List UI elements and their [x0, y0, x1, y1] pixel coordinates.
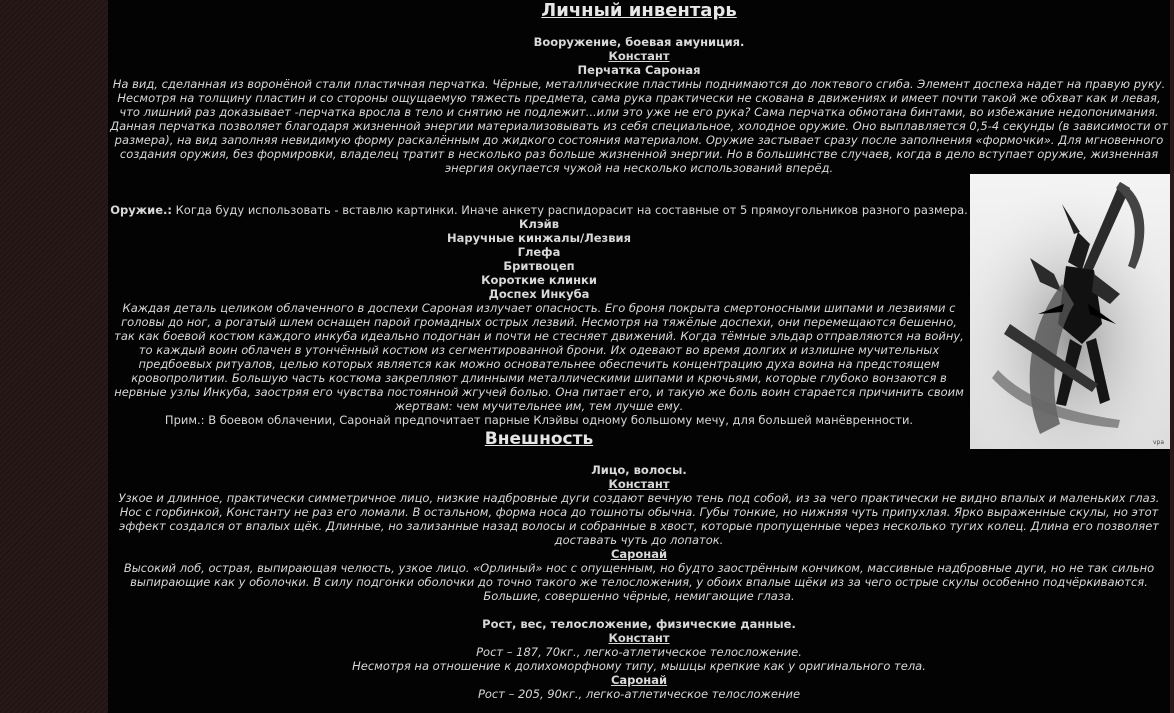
- konstant-link[interactable]: Констант: [608, 631, 670, 645]
- glove-paragraph-2: Данная перчатка позволяет благодаря жизненной энергии материализовывать из себя специальное, холодное оружие. Оно выплавляется 0,5-4 секунды (в зависимости от размера), на вид заполняя невидимую форму раскалённым до жидкого состояния материалом. Оружие застывает сразу после заполнения «формочки». Для мгновенного создания оружия, без формировки, владелец тратит в несколько раз больше жизненной энергии. Но в большинстве случаев, когда в дело вступает оружие, жизненная энергия окупается чужой на несколько использований вперёд.: [110, 119, 1168, 175]
- armament-heading: Вооружение, боевая амуниция.: [533, 35, 745, 49]
- weapons-note: Когда буду использовать - вставлю картинки. Иначе анкету распидорасит на составные от 5 прямоугольников разного размера.: [171, 203, 968, 217]
- weapon-item: Глефа: [517, 245, 561, 259]
- armor-note: Прим.: В боевом облачении, Саронай предпочитает парные Клэйвы одному большому мечу, для большей манёвренности.: [164, 413, 914, 427]
- weapon-item: Короткие клинки: [481, 273, 597, 287]
- body-heading: Рост, вес, телосложение, физические данные.: [482, 617, 796, 631]
- weapon-item: Доспех Инкуба: [488, 287, 590, 301]
- appearance-title: Внешность: [484, 429, 594, 449]
- saronai-link[interactable]: Саронай: [610, 673, 668, 687]
- incubus-illustration-icon: [970, 174, 1170, 449]
- face-heading: Лицо, волосы.: [591, 463, 687, 477]
- svg-text:vpa: vpa: [1153, 439, 1165, 446]
- konstant-link[interactable]: Констант: [608, 477, 670, 491]
- inventory-title: Личный инвентарь: [541, 0, 737, 21]
- profile-content: [108, 0, 1170, 713]
- konstant-body-line: Несмотря на отношение к долихоморфному типу, мышцы крепкие как у оригинального тела.: [352, 659, 926, 673]
- weapon-item: Бритвоцеп: [503, 259, 575, 273]
- weapon-item: Наручные кинжалы/Лезвия: [447, 231, 631, 245]
- weapons-label: Оружие.:: [110, 203, 172, 217]
- konstant-body-line: Рост – 187, 70кг., легко-атлетическое телосложение.: [476, 645, 802, 659]
- konstant-link[interactable]: Констант: [608, 49, 670, 63]
- background-frame-left: [0, 0, 108, 713]
- weapon-item: Клэйв: [519, 217, 559, 231]
- glove-title: Перчатка Сароная: [577, 63, 701, 77]
- glove-paragraph-1: На вид, сделанная из воронёной стали пластичная перчатка. Чёрные, металлические пластины поднимаются до локтевого сгиба. Элемент доспеха надет на правую руку. Несмотря на толщину пластин и со стороны ощущаемую тяжесть предмета, сама рука практически не скована в движениях и имеет почти такой же обхват как и левая, что лишний раз доказывает -перчатка вросла в тело и снятию не подлежит...или это уже не его рука? Сама перчатка обмотана бинтами, во избежание недопонимания.: [112, 77, 1166, 119]
- konstant-face-description: Узкое и длинное, практически симметричное лицо, низкие надбровные дуги создают вечную тень под собой, из за чего практически не видно впалых и маленьких глаз. Нос с горбинкой, Константу не раз его ломали. В остальном, форма носа до тошноты обычна. Губы тонкие, но нижняя чуть припухлая. Ярко выраженные скулы, но этот эффект создался от впалых щёк. Длинные, но зализанные назад волосы и собранные в хвост, которые пропущенные через несколько тугих колец. Длина его позволяет доставать чуть до лопаток.: [118, 491, 1160, 547]
- saronai-body-line: Рост – 205, 90кг., легко-атлетическое телосложение: [477, 687, 801, 701]
- saronai-link[interactable]: Саронай: [610, 547, 668, 561]
- background-frame-right: [1170, 0, 1174, 713]
- armor-paragraph: Каждая деталь целиком облаченного в доспехи Сароная излучает опасность. Его броня покрыта смертоносными шипами и лезвиями с головы до ног, а рогатый шлем оснащен парой громадных острых лезвий. Несмотря на тяжёлые доспехи, они перемещаются бешенно, так как боевой костюм каждого инкуба идеально подогнан и почти не стесняет движений. Когда тёмные эльдар отправляются на войну, то каждый воин облачен в утончённый костюм из сегментированной брони. Их одевают во время долгих и излишне мучительных предбоевых ритуалов, целью которых является как можно основательнее обеспечить концентрацию духа воина на предстоящем кровопролитии. Большую часть костюма закрепляют длинными металлическими шипами и крючьями, которые глубоко вонзаются в нервные узлы Инкуба, заостряя его чувства постоянной жгучей болью. Она питает его, и такую же боль воин старается причинить своим жертвам: чем мучительнее им, тем лучше ему.: [114, 301, 964, 413]
- saronai-face-description: Высокий лоб, острая, выпирающая челюсть, узкое лицо. «Орлиный» нос с опущенным, но будто заострённым кончиком, массивные надбровные дуги, но не так сильно выпирающие как у оболочки. В силу подгонки оболочки до точно такого же телосложения, у обоих впалые щёки из за чего острые скулы особенно подчёркиваются. Большие, совершенно чёрные, немигающие глаза.: [123, 561, 1155, 603]
